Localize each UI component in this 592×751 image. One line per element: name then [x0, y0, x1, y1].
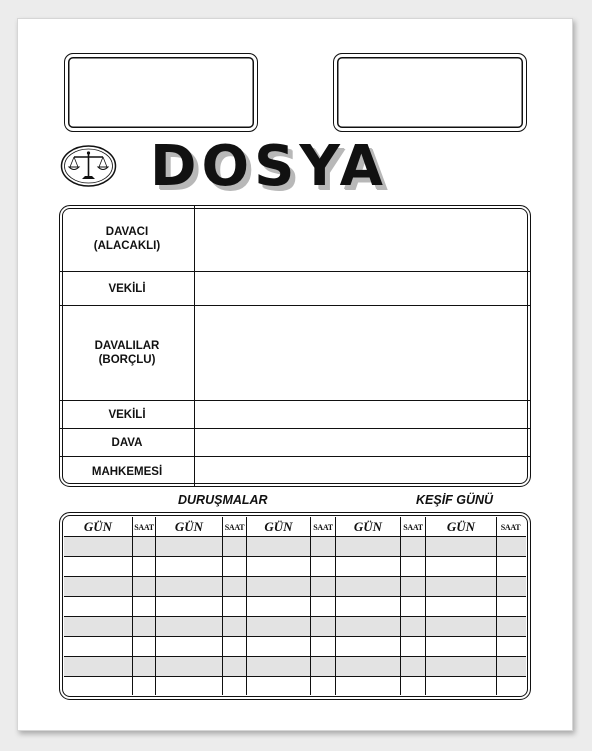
info-label: DAVACI (ALACAKLI) — [60, 206, 195, 271]
column-divider — [132, 537, 133, 695]
plaintiff-field[interactable] — [196, 206, 530, 271]
info-row-defendants — [60, 306, 530, 401]
info-label: DAVALILAR (BORÇLU) — [60, 306, 195, 400]
case-field[interactable] — [196, 429, 530, 456]
day-column-header: GÜN — [247, 517, 311, 537]
schedule-grid — [64, 517, 526, 695]
info-row-court — [60, 457, 530, 486]
schedule-row[interactable] — [64, 597, 526, 617]
defendants-field[interactable] — [196, 306, 530, 400]
discovery-day-label: KEŞİF GÜNÜ — [416, 493, 494, 507]
time-column-header: SAAT — [500, 522, 521, 532]
time-column-header: SAAT — [401, 517, 426, 537]
info-row-case — [60, 429, 530, 457]
hearings-label: DURUŞMALAR — [178, 493, 268, 507]
info-row-plaintiff-attorney — [60, 272, 530, 306]
day-column-header: GÜN — [64, 517, 133, 537]
top-left-label-box — [64, 53, 258, 132]
column-divider — [246, 537, 247, 695]
time-column-header: SAAT — [133, 517, 156, 537]
case-info-table — [59, 205, 531, 487]
top-right-label-box — [333, 53, 527, 132]
column-divider — [400, 537, 401, 695]
day-column-header: GÜN — [336, 517, 401, 537]
document-title: DOSYA — [150, 134, 388, 199]
schedule-header-row — [64, 517, 526, 537]
day-column-header: GÜN — [156, 517, 223, 537]
info-row-plaintiff — [60, 206, 530, 272]
column-divider — [155, 537, 156, 695]
schedule-row[interactable] — [64, 657, 526, 677]
day-column-header: GÜN — [426, 517, 497, 537]
court-field[interactable] — [196, 457, 530, 486]
schedule-row[interactable] — [64, 637, 526, 657]
column-divider — [310, 537, 311, 695]
schedule-row[interactable] — [64, 537, 526, 557]
info-label: VEKİLİ — [60, 272, 195, 305]
column-divider — [425, 537, 426, 695]
schedule-row[interactable] — [64, 617, 526, 637]
info-label: VEKİLİ — [60, 401, 195, 428]
schedule-row[interactable] — [64, 677, 526, 697]
info-label: MAHKEMESİ — [60, 457, 195, 486]
time-column-header: SAAT — [223, 517, 247, 537]
info-row-defendant-attorney — [60, 401, 530, 429]
column-divider — [222, 537, 223, 695]
schedule-row[interactable] — [64, 557, 526, 577]
defendant-attorney-field[interactable] — [196, 401, 530, 428]
scales-of-justice-icon — [60, 145, 117, 187]
time-column-header: SAAT — [311, 517, 336, 537]
info-label: DAVA — [60, 429, 195, 456]
hearing-schedule-table — [59, 512, 531, 700]
schedule-row[interactable] — [64, 577, 526, 597]
document-page — [17, 18, 573, 731]
column-divider — [496, 537, 497, 695]
plaintiff-attorney-field[interactable] — [196, 272, 530, 305]
column-divider — [335, 537, 336, 695]
